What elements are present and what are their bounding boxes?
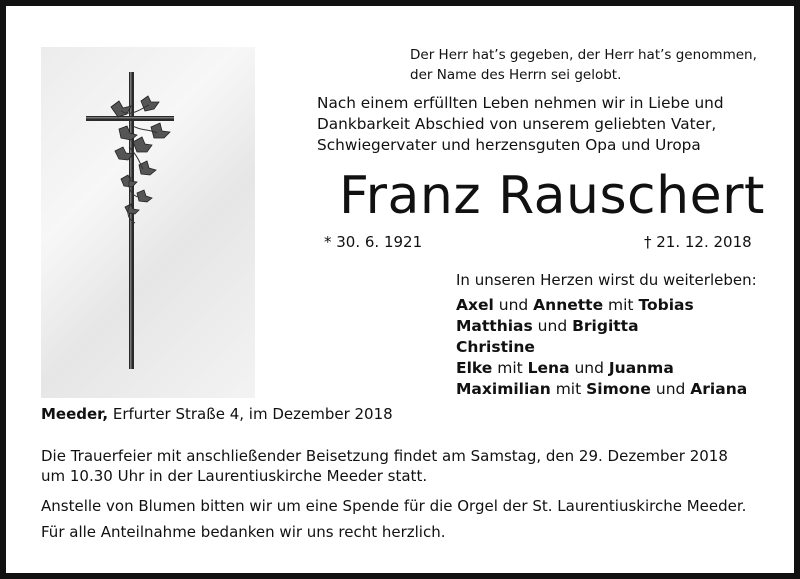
intro-line-2: Dankbarkeit Abschied von unserem geliebten Vater, bbox=[317, 115, 717, 133]
mourners-heading: In unseren Herzen wirst du weiterleben: bbox=[456, 271, 757, 289]
thanks-line: Für alle Anteilnahme bedanken wir uns recht herzlich. bbox=[41, 523, 446, 541]
mourner-name: Matthias bbox=[456, 317, 533, 335]
intro-line-1: Nach einem erfüllten Leben nehmen wir in Liebe und bbox=[317, 94, 724, 112]
mourner-name: Brigitta bbox=[572, 317, 639, 335]
connector-text: mit bbox=[492, 359, 528, 377]
connector-text: mit bbox=[603, 296, 639, 314]
birth-date: * 30. 6. 1921 bbox=[324, 233, 423, 251]
cross-with-ivy-icon bbox=[41, 47, 255, 398]
mourner-name: Juanma bbox=[608, 359, 674, 377]
place-and-date bbox=[41, 404, 393, 424]
connector-text: und bbox=[532, 317, 573, 335]
intro-line-3: Schwiegervater und herzensguten Opa und Uropa bbox=[317, 136, 701, 154]
mourner-name: Axel bbox=[456, 296, 494, 314]
donation-request: Anstelle von Blumen bitten wir um eine Spende für die Orgel der St. Laurentiuskirche Meeder. bbox=[41, 497, 747, 515]
bible-quote-line-1: Der Herr hat’s gegeben, der Herr hat’s genommen, bbox=[410, 47, 757, 63]
address-and-date: Erfurter Straße 4, im Dezember 2018 bbox=[108, 405, 393, 423]
connector-text: und bbox=[650, 380, 691, 398]
mourner-name: Tobias bbox=[638, 296, 694, 314]
connector-text: und bbox=[569, 359, 609, 377]
funeral-info-line-2: um 10.30 Uhr in der Laurentiuskirche Meeder statt. bbox=[41, 467, 428, 485]
mourner-name: Elke bbox=[456, 359, 493, 377]
death-date: † 21. 12. 2018 bbox=[644, 233, 752, 251]
mourner-name: Christine bbox=[456, 338, 535, 356]
mourner-name: Lena bbox=[527, 359, 570, 377]
mourner-row bbox=[456, 337, 535, 358]
mourner-name: Maximilian bbox=[456, 380, 551, 398]
mourner-row bbox=[456, 316, 639, 337]
mourner-name: Ariana bbox=[690, 380, 748, 398]
funeral-info-line-1: Die Trauerfeier mit anschließender Beisetzung findet am Samstag, den 29. Dezember 2018 bbox=[41, 447, 728, 465]
mourner-name: Annette bbox=[533, 296, 604, 314]
mourner-row bbox=[456, 379, 747, 400]
mourner-row bbox=[456, 358, 674, 379]
connector-text: mit bbox=[550, 380, 587, 398]
mourner-row bbox=[456, 295, 694, 316]
town-name: Meeder, bbox=[41, 405, 109, 423]
bible-quote-line-2: der Name des Herrn sei gelobt. bbox=[410, 67, 622, 83]
connector-text: und bbox=[493, 296, 534, 314]
cross-image-panel bbox=[41, 47, 255, 398]
mourner-name: Simone bbox=[586, 380, 651, 398]
deceased-name: Franz Rauschert bbox=[339, 166, 765, 226]
